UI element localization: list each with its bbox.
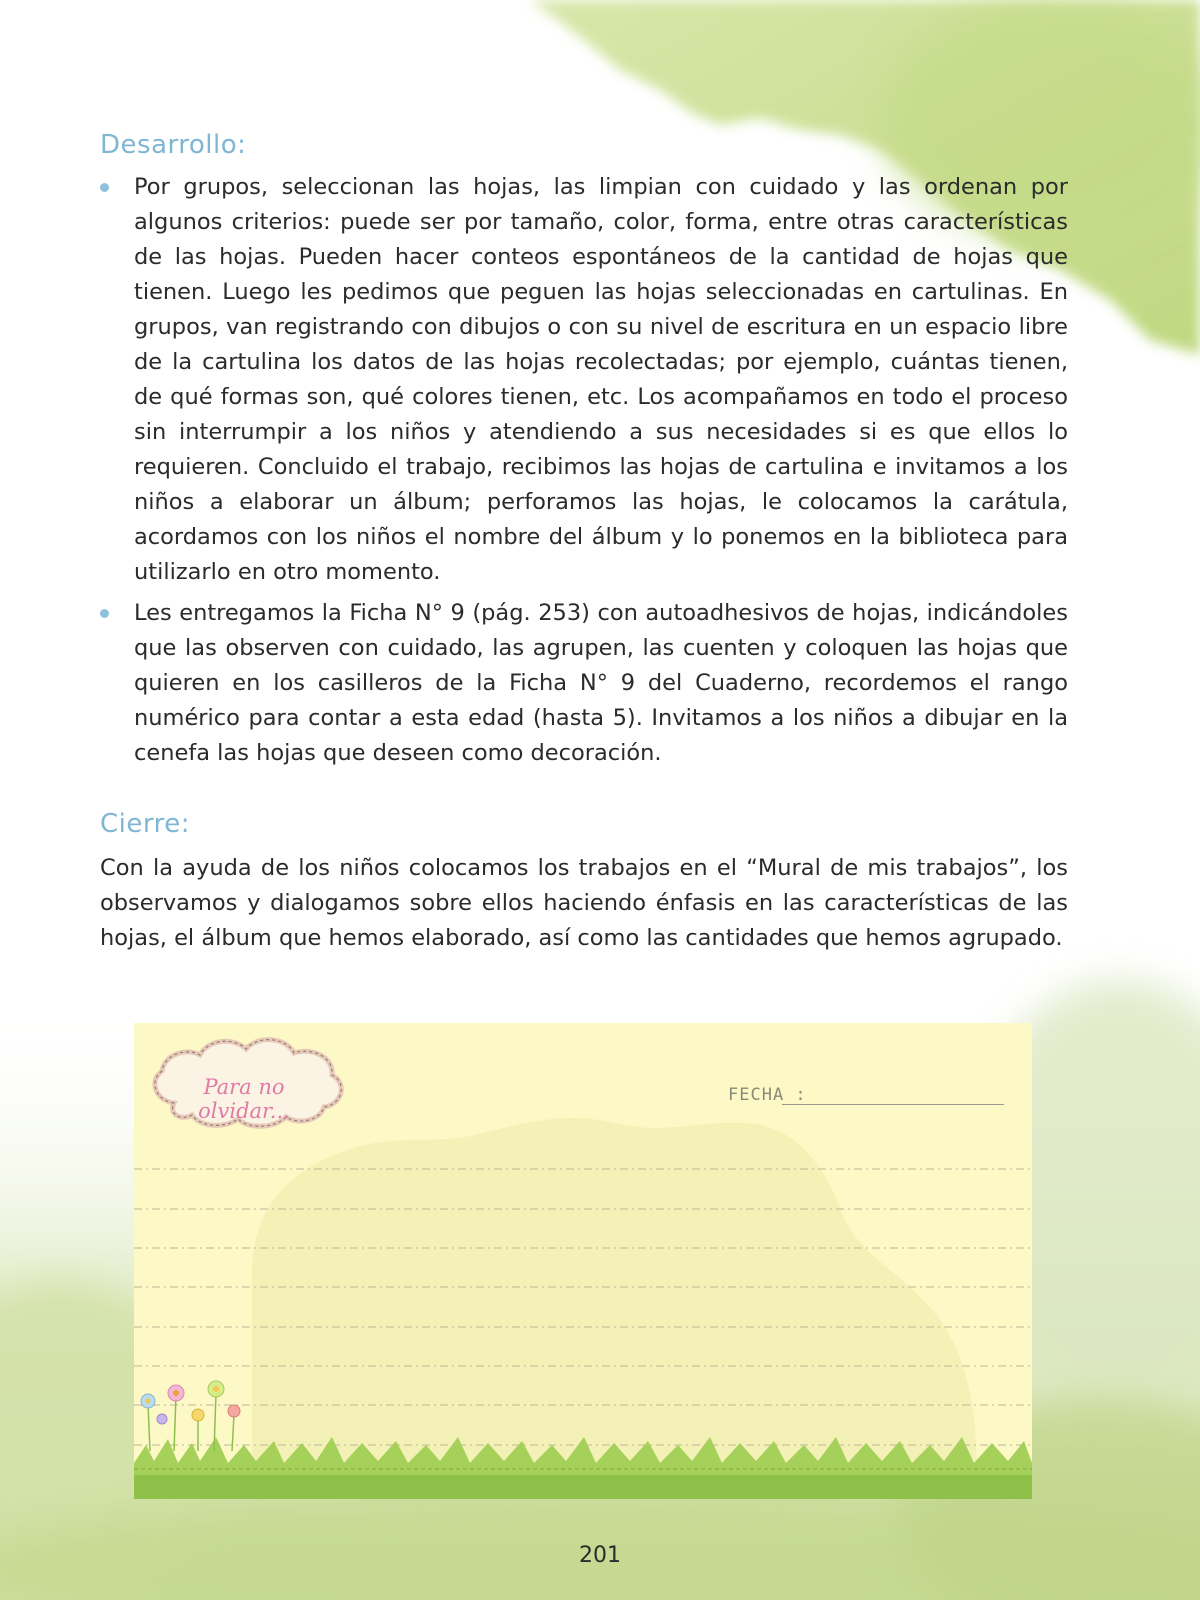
main-content <box>100 130 1068 956</box>
page-number: 201 <box>579 1543 621 1568</box>
list-item-text: Les entregamos la Ficha N° 9 (pág. 253) con autoadhesivos de hojas, indicándoles que las observen con cuidado, las agrupen, las cuenten y coloquen las hojas que quieren en los casilleros de la Ficha N° 9 del Cuaderno, recordemos el rango numérico para contar a esta edad (hasta 5). Invitamos a los niños a dibujar en la cenefa las hojas que deseen como decoración. <box>134 600 1068 766</box>
cierre-paragraph: Con la ayuda de los niños colocamos los trabajos en el “Mural de mis trabajos”, los observamos y dialogamos sobre ellos haciendo énfasis en las características de las hojas, el álbum que hemos elaborado, así como las cantidades que hemos agrupado. <box>100 855 1068 951</box>
list-item <box>100 596 1068 771</box>
flowers-icon <box>141 1381 240 1451</box>
list-item-text: Por grupos, seleccionan las hojas, las limpian con cuidado y las ordenan por algunos criterios: puede ser por tamaño, color, forma, entre otras características de las hojas. Pueden hacer conteos espontáneos de la cantidad de hojas que tienen. Luego les pedimos que peguen las hojas seleccionadas en cartulinas. En grupos, van registrando con dibujos o con su nivel de escritura en un espacio libre de la cartulina los datos de las hojas recolectadas; por ejemplo, cuántas tienen, de qué formas son, qué colores tienen, etc. Los acompañamos en todo el proceso sin interrumpir a los niños y atendiendo a sus necesidades si es que ellos lo requieren. Concluido el trabajo, recibimos las hojas de cartulina e invitamos a los niños a elaborar un álbum; perforamos las hojas, le colocamos la carátula, acordamos con los niños el nombre del álbum y lo ponemos en la biblioteca para utilizarlo en otro momento. <box>134 174 1068 585</box>
date-field[interactable] <box>782 1104 1004 1105</box>
desarrollo-heading: Desarrollo: <box>100 130 247 160</box>
note-card-title: Para no olvidar... <box>198 1075 290 1123</box>
card-blob <box>252 1118 977 1493</box>
bullet-icon <box>100 183 109 192</box>
list-item <box>100 170 1068 590</box>
cierre-heading: Cierre: <box>100 809 190 839</box>
note-card <box>134 1023 1032 1499</box>
date-label: FECHA : <box>728 1085 807 1105</box>
bullet-icon <box>100 609 109 618</box>
desarrollo-list <box>100 170 1068 771</box>
